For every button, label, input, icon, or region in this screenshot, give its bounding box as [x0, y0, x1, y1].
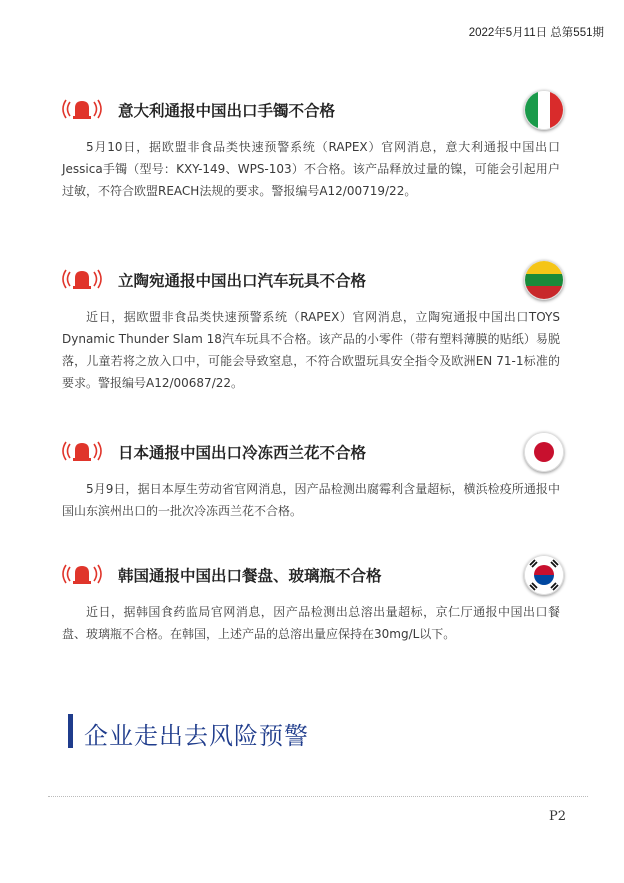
- alarm-icon: [62, 98, 102, 120]
- issue-date: 2022年5月11日 总第551期: [468, 27, 604, 39]
- alarm-icon: [62, 268, 102, 290]
- notice-body: 近日，据韩国食药监局官网消息，因产品检测出总溶出量超标，京仁厅通报中国出口餐盘、玻璃瓶不合格。在韩国，上述产品的总溶出量应保持在30mg/L以下。: [62, 605, 560, 641]
- section-title: 企业走出去风险预警: [84, 722, 309, 750]
- notice-body: 5月10日，据欧盟非食品类快速预警系统（RAPEX）官网消息，意大利通报中国出口Jessica手镯（型号：KXY-149、WPS-103）不合格。该产品释放过量的镍，可能会引起用户过敏，不符合欧盟REACH法规的要求。警报编号A12/00719/22。: [62, 140, 560, 198]
- japan-flag: [524, 432, 564, 472]
- alarm-icon: [62, 440, 102, 462]
- notice-title: 意大利通报中国出口手镯不合格: [118, 102, 336, 120]
- notice-korea: [62, 555, 564, 645]
- notice-lithuania: [62, 260, 564, 394]
- italy-flag: [524, 90, 564, 130]
- korea-flag: [524, 555, 564, 595]
- notice-body: 5月9日，据日本厚生劳动省官网消息，因产品检测出腐霉利含量超标，横浜检疫所通报中国山东滨州出口的一批次冷冻西兰花不合格。: [62, 482, 560, 518]
- notice-title: 立陶宛通报中国出口汽车玩具不合格: [118, 272, 367, 290]
- notice-title: 日本通报中国出口冷冻西兰花不合格: [118, 444, 367, 462]
- section-accent-bar: [68, 714, 73, 748]
- notice-title: 韩国通报中国出口餐盘、玻璃瓶不合格: [118, 567, 382, 585]
- notice-body: 近日，据欧盟非食品类快速预警系统（RAPEX）官网消息，立陶宛通报中国出口TOYS Dynamic Thunder Slam 18汽车玩具不合格。该产品的小零件（带有塑料薄膜的贴纸）易脱落，儿童若将之放入口中，可能会导致窒息，不符合欧盟玩具安全指令及欧洲EN 71-1标准的要求。警报编号A12/00687/22。: [62, 310, 560, 390]
- notice-italy: [62, 90, 564, 202]
- notice-japan: [62, 432, 564, 522]
- footer-divider: [48, 796, 588, 797]
- page-number: P2: [548, 809, 566, 824]
- alarm-icon: [62, 563, 102, 585]
- lithuania-flag: [524, 260, 564, 300]
